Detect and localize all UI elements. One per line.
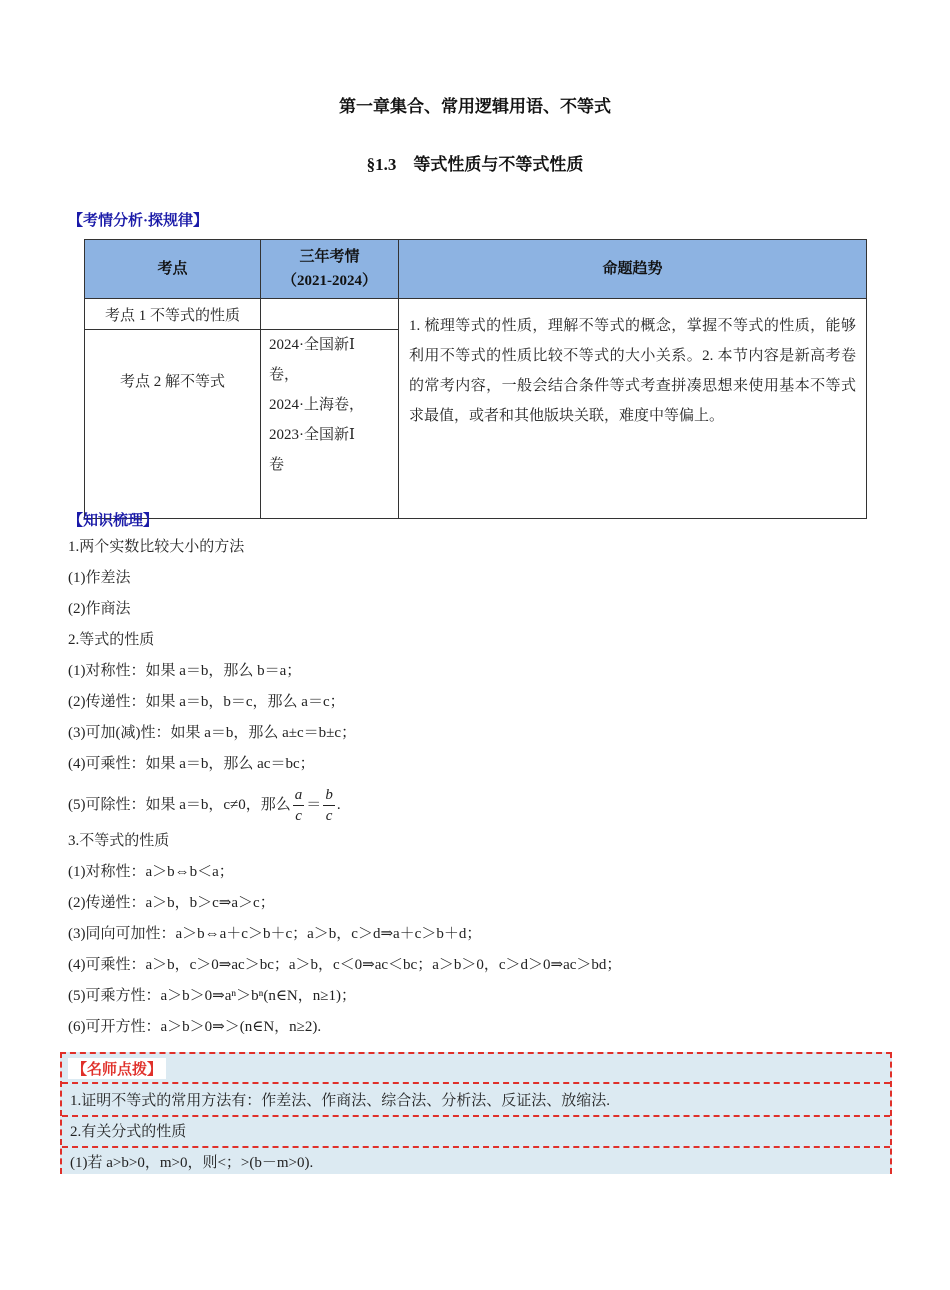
header-years <box>261 240 399 299</box>
equality-transitivity: (2)传递性：如果 a＝b，b＝c，那么 a＝c； <box>68 694 345 710</box>
section-3-title: 3.不等式的性质 <box>68 833 170 849</box>
inequality-multiplication: (4)可乘性：a＞b，c＞0⇒ac＞bc；a＞b，c＜0⇒ac＜bc；a＞b＞0，c＞d＞0⇒ac＞bd； <box>68 957 622 973</box>
table-header-row <box>85 240 867 299</box>
table-row <box>85 299 867 330</box>
section-2-title: 2.等式的性质 <box>68 632 155 648</box>
header-trend: 命题趋势 <box>399 240 867 299</box>
header-point: 考点 <box>85 240 261 299</box>
division-text: (5)可除性：如果 a＝b，c≠0，那么 <box>68 797 291 813</box>
point-1-cell: 考点 1 不等式的性质 <box>85 299 261 330</box>
fraction-numerator: b <box>323 785 335 806</box>
section-title: §1.3 等式性质与不等式性质 <box>366 155 584 174</box>
fraction-b-over-c <box>323 785 335 826</box>
exam-line: 卷， <box>269 367 300 383</box>
tip-tag: 【名师点拨】 <box>68 1058 166 1079</box>
analysis-heading: 【考情分析·探规律】 <box>68 213 209 229</box>
chapter-title: 第一章集合、常用逻辑用语、不等式 <box>339 97 611 116</box>
method-divide: (2)作商法 <box>68 601 131 617</box>
division-period: . <box>336 797 341 813</box>
method-subtract: (1)作差法 <box>68 570 131 586</box>
tip-fraction-title: 2.有关分式的性质 <box>70 1124 187 1140</box>
exam-1-cell <box>261 299 399 330</box>
equality-symmetry: (1)对称性：如果 a＝b，那么 b＝a； <box>68 663 302 679</box>
header-years-range: （2021-2024） <box>282 273 377 289</box>
inequality-root: (6)可开方性：a＞b＞0⇒＞(n∈N，n≥2). <box>68 1019 322 1035</box>
tip-fraction-rule: (1)若 a>b>0，m>0，则<；>(b－m>0). <box>70 1155 314 1171</box>
inequality-addition: (3)同向可加性：a＞b⇔a＋c＞b＋c；a＞b，c＞d⇒a＋c＞b＋d； <box>68 926 482 942</box>
tip-proof-methods: 1.证明不等式的常用方法有：作差法、作商法、综合法、分析法、反证法、放缩法. <box>70 1093 611 1109</box>
exam-2-cell <box>261 330 399 519</box>
tip-divider <box>62 1082 890 1084</box>
fraction-numerator: a <box>293 785 305 806</box>
analysis-table <box>84 239 867 519</box>
exam-line: 2024·全国新Ⅰ <box>269 337 355 353</box>
section-1-title: 1.两个实数比较大小的方法 <box>68 539 245 555</box>
knowledge-heading: 【知识梳理】 <box>68 513 159 529</box>
tip-divider <box>62 1146 890 1148</box>
equality-addition: (3)可加(减)性：如果 a＝b，那么 a±c＝b±c； <box>68 725 357 741</box>
tip-divider <box>62 1115 890 1117</box>
equality-division <box>68 782 888 828</box>
exam-line: 2023·全国新Ⅰ <box>269 427 355 443</box>
equality-multiplication: (4)可乘性：如果 a＝b，那么 ac＝bc； <box>68 756 315 772</box>
inequality-power: (5)可乘方性：a＞b＞0⇒aⁿ＞bⁿ(n∈N，n≥1)； <box>68 988 356 1004</box>
fraction-denominator: c <box>295 808 302 825</box>
inequality-symmetry: (1)对称性：a＞b⇔b＜a； <box>68 864 234 880</box>
point-2-cell: 考点 2 解不等式 <box>85 330 261 519</box>
teacher-tip-box <box>60 1052 892 1174</box>
exam-line: 2024·上海卷， <box>269 397 364 413</box>
trend-cell: 1. 梳理等式的性质，理解不等式的概念，掌握不等式的性质，能够利用不等式的性质比较不等式的大小关系。2. 本节内容是新高考卷的常考内容，一般会结合条件等式考查拼凑思想来使用基本不等式求最值，或者和其他版块关联，难度中等偏上。 <box>399 299 867 519</box>
fraction-a-over-c <box>293 785 305 826</box>
exam-line: 卷 <box>269 457 285 473</box>
fraction-denominator: c <box>325 808 333 825</box>
header-years-label: 三年考情 <box>299 249 360 265</box>
inequality-transitivity: (2)传递性：a＞b，b＞c⇒a＞c； <box>68 895 275 911</box>
knowledge-body <box>68 534 888 1045</box>
division-equals: ＝ <box>306 797 322 813</box>
